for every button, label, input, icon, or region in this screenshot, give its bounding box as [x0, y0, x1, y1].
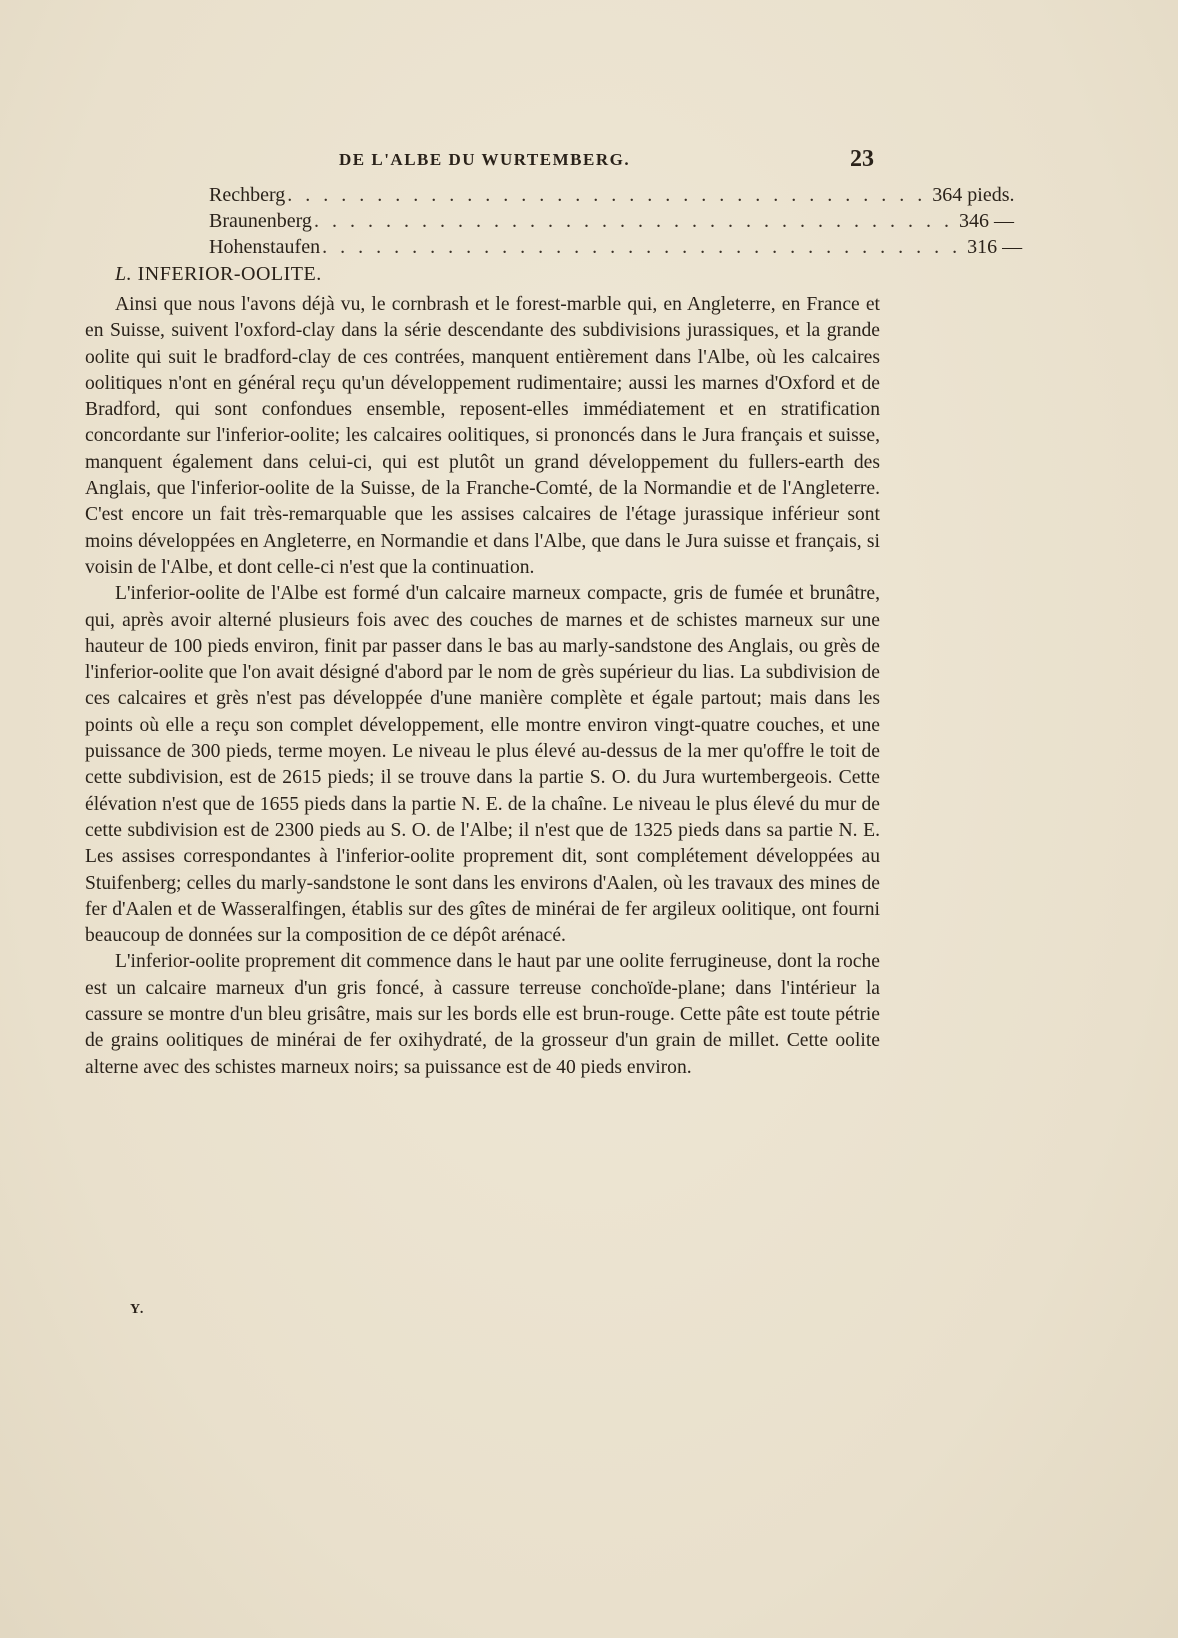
body-text [85, 292, 880, 1081]
height-value: 346 — [958, 210, 1014, 232]
running-title: DE L'ALBE DU WURTEMBERG. [339, 150, 631, 169]
page-header [0, 146, 1178, 180]
paragraph: L'inferior-oolite de l'Albe est formé d'un calcaire marneux compacte, gris de fumée et brunâtre, qui, après avoir alterné plusieurs fois avec des couches de marnes et de schistes marneux sur une hauteur de 100 pieds environ, finit par passer dans le bas au marly-sandstone des Anglais, ou grès de l'inferior-oolite que l'on avait désigné d'abord par le nom de grès supérieur du lias. La subdivision de ces calcaires et grès n'est pas développée d'une manière complète et égale partout; mais dans les points où elle a reçu son complet développement, elle montre environ vingt-quatre couches, et une puissance de 300 pieds, terme moyen. Le niveau le plus élevé au-dessus de la mer qu'offre le toit de cette subdivision, est de 2615 pieds; il se trouve dans la partie S. O. du Jura wurtembergeois. Cette élévation n'est que de 1655 pieds dans la partie N. E. de la chaîne. Le niveau le plus élevé du mur de cette subdivision est de 2300 pieds au S. O. de l'Albe; il n'est que de 1325 pieds dans sa partie N. E. Les assises correspondantes à l'inferior-oolite proprement dit, sont complétement développées au Stuifenberg; celles du marly-sandstone le sont dans les environs d'Aalen, où les travaux des mines de fer d'Aalen et de Wasseralfingen, établis sur des gîtes de minérai de fer argileux oolitique, ont fourni beaucoup de données sur la composition de ce dépôt arénacé. [85, 583, 880, 947]
paragraph: Ainsi que nous l'avons déjà vu, le cornbrash et le forest-marble qui, en Angleterre, en France et en Suisse, suivent l'oxford-clay dans la série descendante des subdivisions jurassiques, et la grande oolite qui suit le bradford-clay de ces contrées, manquent entièrement dans l'Albe, où les calcaires oolitiques n'ont en général reçu qu'un développement rudimentaire; aussi les marnes d'Oxford et de Bradford, qui sont confondues ensemble, reposent-elles immédiatement et en stratification concordante sur l'inferior-oolite; les calcaires oolitiques, si prononcés dans le Jura français et suisse, manquent également dans celui-ci, qui est plutôt un grand développement du fullers-earth des Anglais, que l'inferior-oolite de la Suisse, de la Franche-Comté, de la Normandie et de l'Angleterre. C'est encore un fait très-remarquable que les assises calcaires de l'étage jurassique inférieur sont moins développées en Angleterre, en Normandie et dans l'Albe, que dans le Jura suisse et français, si voisin de l'Albe, et dont celle-ci n'est que la continuation. [85, 294, 880, 578]
height-value: 316 — [967, 236, 1023, 258]
dot-leader: . . . . . . . . . . . . . . . . . . . . . . . . . . . . . . . . . . . . [313, 210, 953, 232]
place-name: Hohenstaufen [209, 236, 321, 258]
height-value: 364 pieds. [932, 184, 1015, 206]
dot-leader: . . . . . . . . . . . . . . . . . . . . . . . . . . . . . . . . . . . . [322, 236, 962, 258]
section-letter: L. [115, 263, 133, 285]
place-name: Braunenberg [209, 210, 312, 232]
section-title: INFERIOR-OOLITE. [137, 263, 322, 285]
section-heading [115, 263, 322, 286]
height-row [209, 234, 1023, 260]
heights-table [209, 182, 1023, 260]
page-number: 23 [850, 146, 874, 172]
height-row [209, 208, 1014, 234]
dot-leader: . . . . . . . . . . . . . . . . . . . . . . . . . . . . . . . . . . . . [287, 184, 927, 206]
signature-mark: Y. [130, 1302, 145, 1317]
place-name: Rechberg [209, 184, 286, 206]
paragraph: L'inferior-oolite proprement dit commence dans le haut par une oolite ferrugineuse, dont la roche est un calcaire marneux d'un gris foncé, à cassure terreuse conchoïde-plane; dans l'intérieur la cassure se montre d'un bleu grisâtre, mais sur les bords elle est brun-rouge. Cette pâte est toute pétrie de grains oolitiques de minérai de fer oxihydraté, de la grosseur d'un grain de millet. Cette oolite alterne avec des schistes marneux noirs; sa puissance est de 40 pieds environ. [85, 951, 880, 1078]
height-row [209, 182, 1015, 208]
